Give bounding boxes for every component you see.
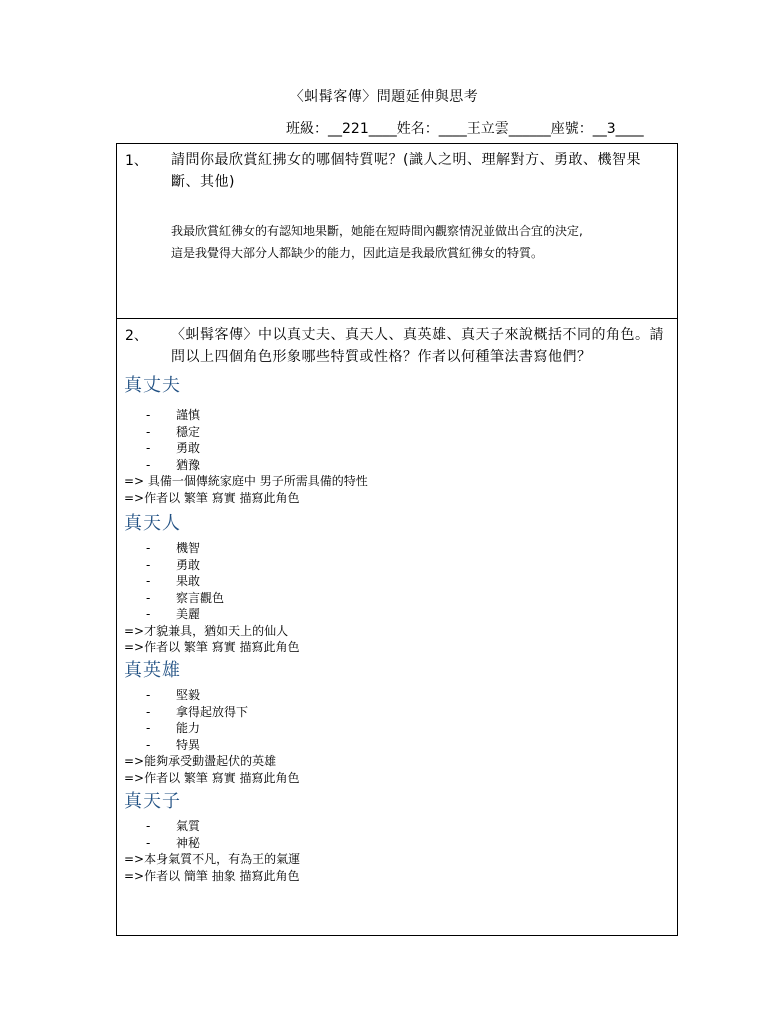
trait-item: - 穩定 (146, 424, 201, 439)
section-true-celestial (124, 511, 664, 656)
section-heading: 真天人 (124, 513, 181, 534)
trait-item: - 勇敢 (146, 441, 201, 455)
document-title: 〈虯髯客傳〉問題延伸與思考 (289, 89, 479, 105)
trait-item: - 神秘 (146, 835, 201, 850)
question-1-number: 1、 (125, 153, 148, 169)
trait-item: - 勇敢 (146, 557, 201, 572)
trait-item: - 猶豫 (146, 457, 201, 472)
trait-item: - 果敢 (146, 574, 201, 588)
section-note: =>才貌兼具，猶如天上的仙人 (124, 623, 289, 638)
trait-item: - 謹慎 (146, 408, 201, 422)
question-table (116, 143, 678, 936)
question-2-line-1: 〈虯髯客傳〉中以真丈夫、真天人、真英雄、真天子來說概括不同的角色。請 (171, 327, 664, 343)
question-2-text (171, 324, 665, 368)
section-heading: 真英雄 (124, 660, 181, 681)
question-2-line-2: 問以上四個角色形象哪些特質或性格？作者以何種筆法書寫他們？ (171, 349, 592, 365)
section-true-emperor (124, 789, 664, 884)
section-note: =>能夠承受動盪起伏的英雄 (124, 754, 277, 768)
trait-item: - 氣質 (146, 819, 201, 833)
question-2-number: 2、 (125, 328, 148, 344)
trait-item: - 堅毅 (146, 688, 201, 702)
trait-item: - 美麗 (146, 607, 201, 621)
question-1-line-2: 斷、其他) (171, 174, 235, 190)
student-info-line: 班級：__221____姓名：____王立雲______座號：__3____ (286, 121, 644, 137)
question-1-answer (171, 220, 671, 264)
question-1-line-1: 請問你最欣賞紅拂女的哪個特質呢？(識人之明、理解對方、勇敢、機智果 (171, 152, 641, 168)
question-1-text (171, 149, 665, 193)
section-note: => 具備一個傳統家庭中 男子所需具備的特性 (124, 474, 368, 488)
section-true-hero (124, 658, 664, 786)
section-note: =>本身氣質不凡，有為王的氣運 (124, 852, 301, 866)
answer-1-line-2: 這是我覺得大部分人都缺少的能力，因此這是我最欣賞紅彿女的特質。 (171, 246, 544, 260)
section-true-husband (124, 373, 664, 506)
section-heading: 真丈夫 (124, 375, 181, 396)
section-heading: 真天子 (124, 791, 181, 812)
section-note: =>作者以 簡筆 抽象 描寫此角色 (124, 868, 300, 883)
trait-list (124, 407, 664, 473)
trait-list (124, 687, 664, 753)
section-note: =>作者以 繁筆 寫實 描寫此角色 (124, 640, 300, 654)
question-2-cell (117, 319, 677, 935)
section-note: =>作者以 繁筆 寫實 描寫此角色 (124, 770, 300, 785)
trait-list (124, 540, 664, 623)
question-1-cell (117, 144, 677, 319)
answer-1-line-1: 我最欣賞紅彿女的有認知地果斷，她能在短時間內觀察情況並做出合宜的決定, (171, 224, 583, 238)
trait-list (124, 818, 664, 851)
section-note: =>作者以 繁筆 寫實 描寫此角色 (124, 490, 300, 505)
trait-item: - 特異 (146, 737, 201, 752)
trait-item: - 拿得起放得下 (146, 704, 249, 719)
trait-item: - 察言觀色 (146, 590, 225, 605)
trait-item: - 機智 (146, 541, 201, 555)
trait-item: - 能力 (146, 721, 201, 735)
